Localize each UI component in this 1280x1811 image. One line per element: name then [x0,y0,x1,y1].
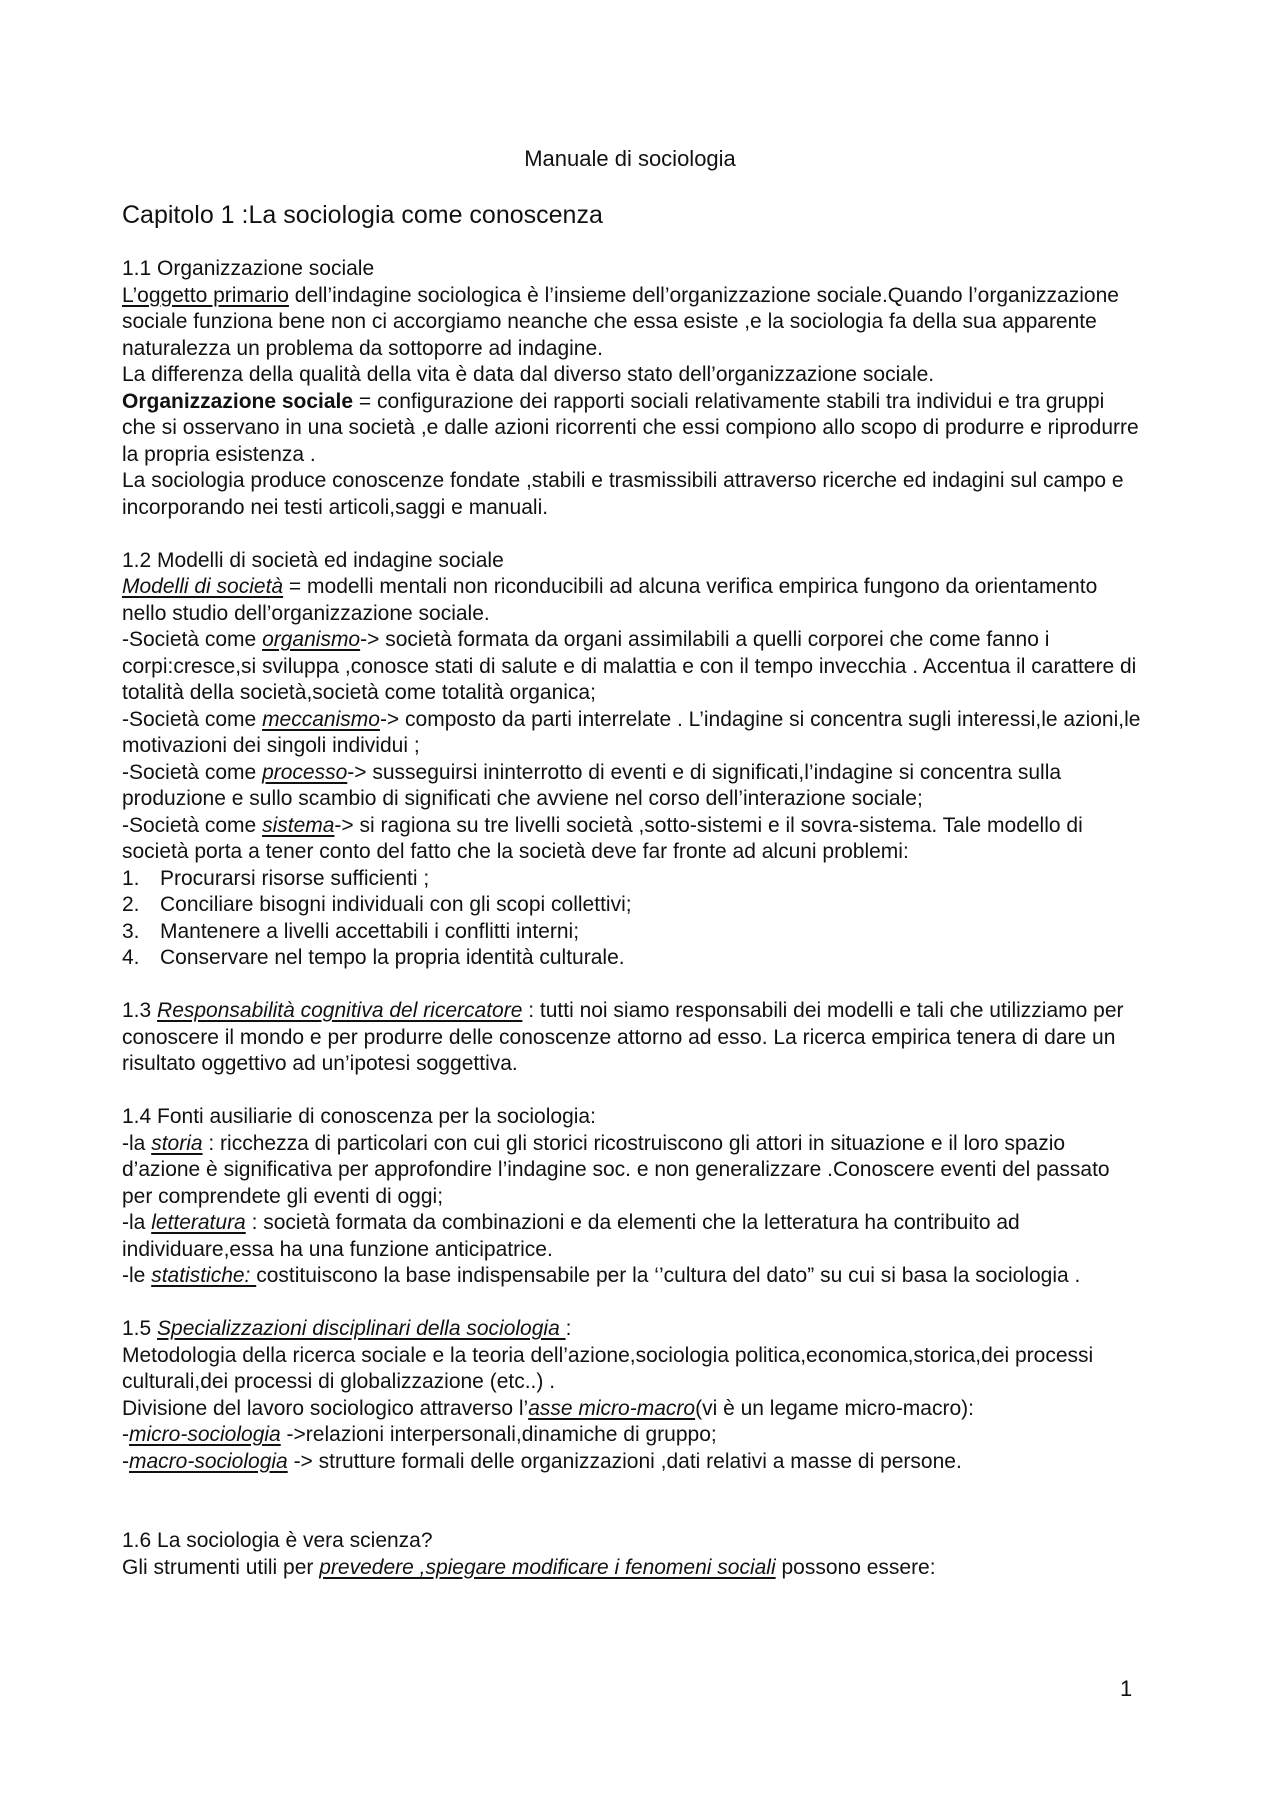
list-text: Mantenere a livelli accettabili i conflitti interni; [160,919,580,943]
model-sistema [122,813,1142,866]
underlined-italic-term: asse micro-macro [528,1396,696,1420]
spacer [122,972,1142,999]
list-text: Conciliare bisogni individuali con gli scopi collettivi; [160,893,632,916]
heading-colon: : [565,1317,572,1340]
macro-sociologia-line [122,1449,1142,1476]
list-text: Conservare nel tempo la propria identità culturale. [160,946,625,969]
dash: - [122,1449,129,1473]
paragraph-text: dell’indagine sociologica è l’insieme dell’organizzazione sociale.Quando l’organizzazione sociale funziona bene non ci accorgiamo neanche che essa esiste ,e la sociologia fa della sua apparente naturalezza un problema da sottoporre ad indagine. [122,283,1119,360]
model-text: -> composto da parti interrelate . L’indagine si concentra sugli interessi,le azioni,le motivazioni dei singoli individui ; [122,707,1141,757]
list-number: 4. [122,946,140,969]
section-1-3-paragraph [122,998,1142,1078]
list-item [122,892,1142,919]
model-meccanismo [122,707,1142,760]
source-text: : società formata da combinazioni e da elementi che la letteratura ha contribuito ad individuare,essa ha una funzione anticipatrice. [122,1211,1020,1261]
section-1-5-paragraph: Metodologia della ricerca sociale e la teoria dell’azione,sociologia politica,economica,storica,dei processi culturali,dei processi di globalizzazione (etc..) . [122,1343,1094,1393]
definition-paragraph [122,389,1142,469]
list-item [122,866,1142,893]
section-1-1-paragraph: La differenza della qualità della vita è data dal diverso stato dell’organizzazione sociale. [122,363,935,386]
paragraph-text: possono essere: [775,1555,936,1579]
underlined-italic-term: letteratura [151,1211,246,1234]
list-number: 1. [122,866,140,890]
section-1-6-paragraph [122,1555,1142,1582]
paragraph-text: ->relazioni interpersonali,dinamiche di gruppo; [280,1423,717,1446]
section-1-1-heading: 1.1 Organizzazione sociale [122,257,375,280]
paragraph-text: (vi è un legame micro-macro): [695,1396,974,1420]
model-prefix: -Società come [122,628,263,651]
document-body [122,256,1142,1581]
paragraph-text: -> strutture formali delle organizzazioni ,dati relativi a masse di persone. [287,1449,962,1473]
section-1-4-heading: 1.4 Fonti ausiliarie di conoscenza per la sociologia: [122,1105,596,1128]
spacer [122,1475,1142,1528]
source-statistiche [122,1263,1142,1290]
underlined-italic-term: organismo [262,628,361,651]
model-text: -> società formata da organi assimilabili a quelli corporei che come fanno i corpi:cresce,si sviluppa ,conosce stati di salute e di malattia e con il tempo invecchia . Accentua il carattere di totalità della società,società come totalità organica; [122,628,1137,704]
model-text: -> susseguirsi ininterrotto di eventi e di significati,l’indagine si concentra sulla produzione e sullo scambio di significati che avviene nel corso dell’interazione sociale; [122,760,1062,810]
source-text: costituiscono la base indispensabile per la ‘’cultura del dato” su cui si basa la sociologia . [256,1264,1081,1287]
definition-text: = modelli mentali non riconducibili ad alcuna verifica empirica fungono da orientamento nello studio dell’organizzazione sociale. [122,575,1098,625]
source-letteratura [122,1210,1142,1263]
paragraph-text: Gli strumenti utili per [122,1555,320,1579]
underlined-term: L’oggetto primario [122,283,289,307]
underlined-italic-term: prevedere ,spiegare modificare i fenomeni sociali [319,1555,776,1579]
underlined-italic-term: micro-sociologia [129,1423,281,1446]
model-organismo [122,627,1142,707]
model-prefix: -Società come [122,707,263,731]
source-storia [122,1131,1142,1211]
source-prefix: -la [122,1131,152,1155]
model-prefix: -Società come [122,813,263,837]
underlined-italic-term: statistiche: [151,1264,257,1287]
list-item [122,945,1142,972]
source-text: : ricchezza di particolari con cui gli storici ricostruiscono gli attori in situazione e il loro spazio d’azione è significativa per approfondire l’indagine soc. e non generalizzare .Conoscere eventi del passato per comprendete gli eventi di oggi; [122,1131,1110,1208]
underlined-italic-term: storia [151,1131,203,1155]
spacer [122,521,1142,548]
underlined-italic-term: sistema [262,813,335,837]
section-1-1-paragraph [122,283,1142,363]
section-number: 1.3 [122,999,158,1022]
underlined-italic-term: processo [262,760,348,784]
underlined-italic-term: Responsabilità cognitiva del ricercatore [157,999,523,1022]
source-prefix: -la [122,1211,152,1234]
spacer [122,1078,1142,1105]
definition-text: = configurazione dei rapporti sociali relativamente stabili tra individui e tra gruppi che si osservano in una società ,e dalle azioni ricorrenti che essi compiono allo scopo di produrre e riprodurre la propria esistenza . [122,389,1139,466]
list-number: 2. [122,893,140,916]
dash: - [122,1423,129,1446]
section-number: 1.5 [122,1317,158,1340]
section-1-6-heading: 1.6 La sociologia è vera scienza? [122,1529,433,1552]
underlined-italic-term: meccanismo [262,707,380,731]
underlined-italic-term: Specializzazioni disciplinari della sociologia [157,1317,566,1340]
list-number: 3. [122,919,140,943]
list-text: Procurarsi risorse sufficienti ; [160,866,430,890]
section-1-5-paragraph [122,1396,1142,1423]
problems-list [122,866,1142,972]
list-item [122,919,1142,946]
definition-paragraph [122,574,1142,627]
page-number: 1 [1120,1676,1133,1701]
bold-term: Organizzazione sociale [122,389,354,413]
paragraph-text: Divisione del lavoro sociologico attraverso l’ [122,1396,529,1420]
spacer [122,1290,1142,1317]
document-title: Manuale di sociologia [524,146,736,171]
micro-sociologia-line [122,1422,1142,1449]
section-1-2-heading: 1.2 Modelli di società ed indagine sociale [122,548,504,572]
section-1-1-paragraph: La sociologia produce conoscenze fondate ,stabili e trasmissibili attraverso ricerche ed indagini sul campo e incorporando nei testi articoli,saggi e manuali. [122,469,1124,519]
model-text: -> si ragiona su tre livelli società ,sotto-sistemi e il sovra-sistema. Tale modello di società porta a tener conto del fatto che la società deve far fronte ad alcuni problemi: [122,813,1083,863]
underlined-italic-term: Modelli di società [122,575,284,598]
paragraph-text: : tutti noi siamo responsabili dei modelli e tali che utilizziamo per conoscere il mondo e per produrre delle conoscenze attorno ad esso. La ricerca empirica tenera di dare un risultato oggettivo ad un’ipotesi soggettiva. [122,999,1124,1075]
underlined-italic-term: macro-sociologia [129,1449,288,1473]
source-prefix: -le [122,1264,152,1287]
chapter-heading: Capitolo 1 :La sociologia come conoscenza [122,201,603,229]
model-processo [122,760,1142,813]
model-prefix: -Società come [122,760,263,784]
section-1-5-heading [122,1316,1142,1343]
